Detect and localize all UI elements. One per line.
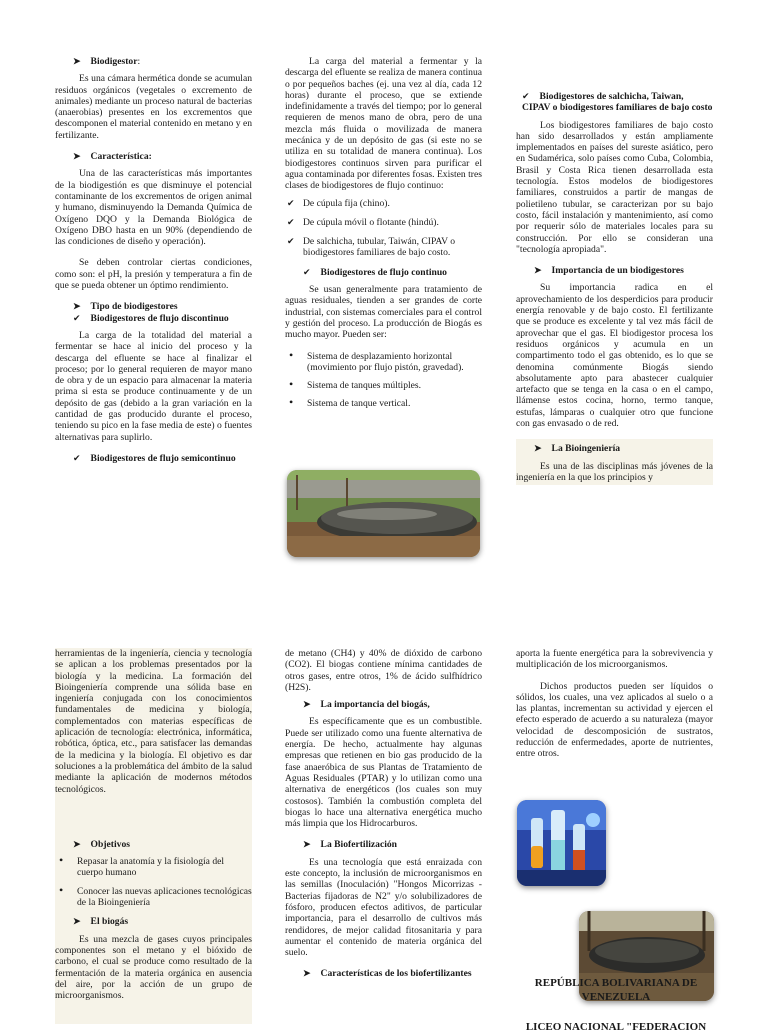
heading-caracteristica: ➤ Característica: [73,151,252,162]
list-item: • Conocer las nuevas aplicaciones tecnológicas de la Bioingeniería [55,886,252,909]
column-1 [55,56,252,470]
list-item: ✔ De cúpula fija (chino). [285,198,482,209]
title-liceo: LICEO NACIONAL "FEDERACION [525,1021,707,1033]
heading-importancia-biogas: ➤ La importancia del biogás, [303,699,482,710]
column-4 [55,648,252,1024]
list-item: • Repasar la anatomía y la fisiología del cuerpo humano [55,856,252,879]
paragraph-importancia-biogas: Es específicamente que es un combustible. Puede ser utilizado como una fuente alternativa de energía. De hecho, actualmente hay algunas empresas que retienen en bio gas producido de la fase anaeróbica de sus Plantas de Tratamiento de Aguas Residuales (PTAR) y lo utilizan como una alternativa de energéticos (los cuales son muy costosos). También la combustión completa del biogas lo hace una alternativa energética mucho más limpia que los Hidrocarburos. [285,716,482,830]
paragraph-aporta: aporta la fuente energética para la sobrevivencia y multiplicación de los microorganismos. [516,648,713,671]
biodigester-illustration [287,470,480,557]
heading-discontinuo: ✔ Biodigestores de flujo discontinuo [73,313,252,324]
heading-salchicha: ✔ Biodigestores de salchicha, Taiwan, CIPAV o biodigestores familiares de bajo costo [522,91,713,114]
title-block [516,976,716,1034]
column-6 [516,648,713,770]
paragraph-definition: Es una cámara hermética donde se acumulan residuos orgánicos (vegetales o excremento de animales) mediante un proceso natural de bacterias (anaerobias) presentes en los excrementos que descomponen el material contenido en metano y en fertilizante. [55,73,252,141]
paragraph-carga: La carga del material a fermentar y la descarga del efluente se realiza de manera continua o por pequeños baches (ej. una vez al día, cada 12 horas) durante el proceso, que se extiende indefinidamente a través del tiempo; por lo general requieren de menos mano de obra, pero de una mezcla más fluida o movilizada de manera mecánica y de un depósito de gas (si este no se utiliza en su totalidad de manera continua). Los biodigestores continuos sirven para purificar el agua contaminada por diferentes fosas. Existen tres clases de biodigestores de flujo continuo: [285,56,482,192]
list-item: • Sistema de desplazamiento horizontal (movimiento por flujo pistón, gravedad). [285,351,482,374]
heading-biogas: ➤ El biogás [73,916,252,927]
bioingenieria-box [516,439,713,485]
paragraph-importancia: Su importancia radica en el aprovechamiento de los desperdicios para producir energía renovable y de bajo costo. El fertilizante que se produce es excelente y tal vez más fácil de aprovechar que el gas. El biodigestor procesa los residuos orgánicos y acumula en un compartimento todo el gas obtenido, es lo que se denomina comúnmente Biogás siendo absolutamente apto para abastecer cualquier artefacto que se tenga en la casa o en el campo, llámense estos cocina, horno, termo tanque, estufas, lámparas o cualquier otro que funcione con gas envasado o de red. [516,282,713,430]
heading-bioingenieria: ➤ La Bioingeniería [534,443,713,454]
column-5 [285,648,482,986]
heading-caracteristicas-biofert: ➤ Características de los biofertilizantes [303,968,482,979]
paragraph-continuo: Se usan generalmente para tratamiento de aguas residuales, tienden a ser grandes de corte industrial, con sistemas comerciales para el control y gestión del proceso. La producción de Biogás es mucho mayor. Pueden ser: [285,284,482,341]
title-republica: REPÚBLICA BOLIVARIANA DE VENEZUELA [534,977,698,1003]
list-sistemas [285,351,482,410]
paragraph-productos: Dichos productos pueden ser líquidos o sólidos, los cuales, una vez aplicados al suelo o a las plantas, incrementan su actividad y ejercen el efecto esperado de acuerdo a su naturaleza (mayor velocidad de descomposición de sustratos, reducción de enfermedades, aporte de nutrientes, entre otros. [516,680,713,760]
column-3 [516,91,713,485]
paragraph-biofertilizacion: Es una tecnología que está enraizada con este concepto, la inclusión de microorganismos en las semillas (Inoculación) "Hongos Micorrizas - Bacterias fijadoras de N2" y/o solubilizadores de fósforo, producen efectos aditivos, de particular importancia, para el desarrollo de cultivos más rendidores, de mejor calidad fitosanitaria y para aumentar el contenido de materia orgánica del suelo. [285,856,482,959]
list-item: • Sistema de tanque vertical. [285,398,482,409]
list-item: ✔ De cúpula móvil o flotante (hindú). [285,217,482,228]
paragraph-bioing-cont: herramientas de la ingeniería, ciencia y tecnología se aplican a los problemas presentados por la biología y la medicina. La formación del Bioingeniería comprende una sólida base en ingeniería conjugada con los conocimientos fundamentales de medicina y biología, complementados con materias específicas de aplicación de tecnología: electrónica, informática, robótica, óptica, etc., para satisfacer las demandas de la medicina y la biología. El objetivo es dar soluciones a la problemática del ámbito de la salud mediante la aplicación de modernos métodos tecnológicos. [55,648,252,795]
list-item: ✔ De salchicha, tubular, Taiwán, CIPAV o biodigestores familiares de bajo costo. [285,236,482,259]
paragraph-discontinuo: La carga de la totalidad del material a fermentar se hace al inicio del proceso y la descarga del efluente se hace al finalizar el proceso; por lo general requieren de mayor mano de obra y de un espacio para almacenar la materia prima si esta se produce continuamente y de un depósito de gas (debido a la gran variación en la cantidad de gas producido durante el proceso, teniendo su pico en la fase media de este) o fuentes alternativas para suplirlo. [55,329,252,443]
laboratory-illustration [517,800,606,886]
paragraph-biogas: Es una mezcla de gases cuyos principales componentes son el metano y el bióxido de carbono, el cual se produce como resultado de la fermentación de la materia orgánica en ausencia del aire, por la acción de un grupo de microorganismos. [55,933,252,1002]
paragraph-salchicha: Los biodigestores familiares de bajo costo han sido desarrollados y están ampliamente implementados en países del sureste asiático, pero en Sudamérica, solo países como Cuba, Colombia, Brasil y Costa Rica tienen desarrollada esta tecnología. Estos modelos de biodigestores familiares, construidos a partir de mangas de polietileno tubular, se caracterizan por su bajo costo, fácil instalación y mantenimiento, así como por requerir sólo de materiales locales para su construcción. Por ello se consideran una "tecnología apropiada". [516,119,713,255]
heading-objetivos: ➤ Objetivos [73,839,252,850]
paragraph-caracteristica: Una de las características más importantes de la biodigestión es que disminuye el potencial contaminante de los excrementos de origen animal y humano, disminuyendo la Demanda Química de Oxígeno DQO y la Demanda Biológica de Oxígeno DBO hasta en un 90% (dependiendo de las condiciones de diseño y operación). [55,168,252,248]
heading-importancia: ➤ Importancia de un biodigestores [534,265,713,276]
paragraph-control: Se deben controlar ciertas condiciones, como son: el pH, la presión y temperatura a fin de que se pueda obtener un óptimo rendimiento. [55,257,252,292]
list-objetivos [55,856,252,908]
heading-biodigestor: ➤ Biodigestor: [73,56,252,67]
list-flujo-continuo [285,198,482,259]
paragraph-metano: de metano (CH4) y 40% de dióxido de carbono (CO2). El biogas contiene mínima cantidades de otros gases, entre otros, 1% de ácido sulfhídrico (H2S). [285,648,482,693]
laboratory-photo [517,800,606,886]
column-2 [285,56,482,418]
biodigester-photo [287,470,480,557]
heading-tipo: ➤ Tipo de biodigestores [73,301,252,312]
heading-continuo: ✔ Biodigestores de flujo continuo [303,267,482,278]
paragraph-bioingenieria: Es una de las disciplinas más jóvenes de la ingeniería en la que los principios y [516,460,713,483]
heading-semicontinuo: ✔ Biodigestores de flujo semicontinuo [73,453,252,464]
heading-biofertilizacion: ➤ La Biofertilización [303,839,482,850]
list-item: • Sistema de tanques múltiples. [285,380,482,391]
